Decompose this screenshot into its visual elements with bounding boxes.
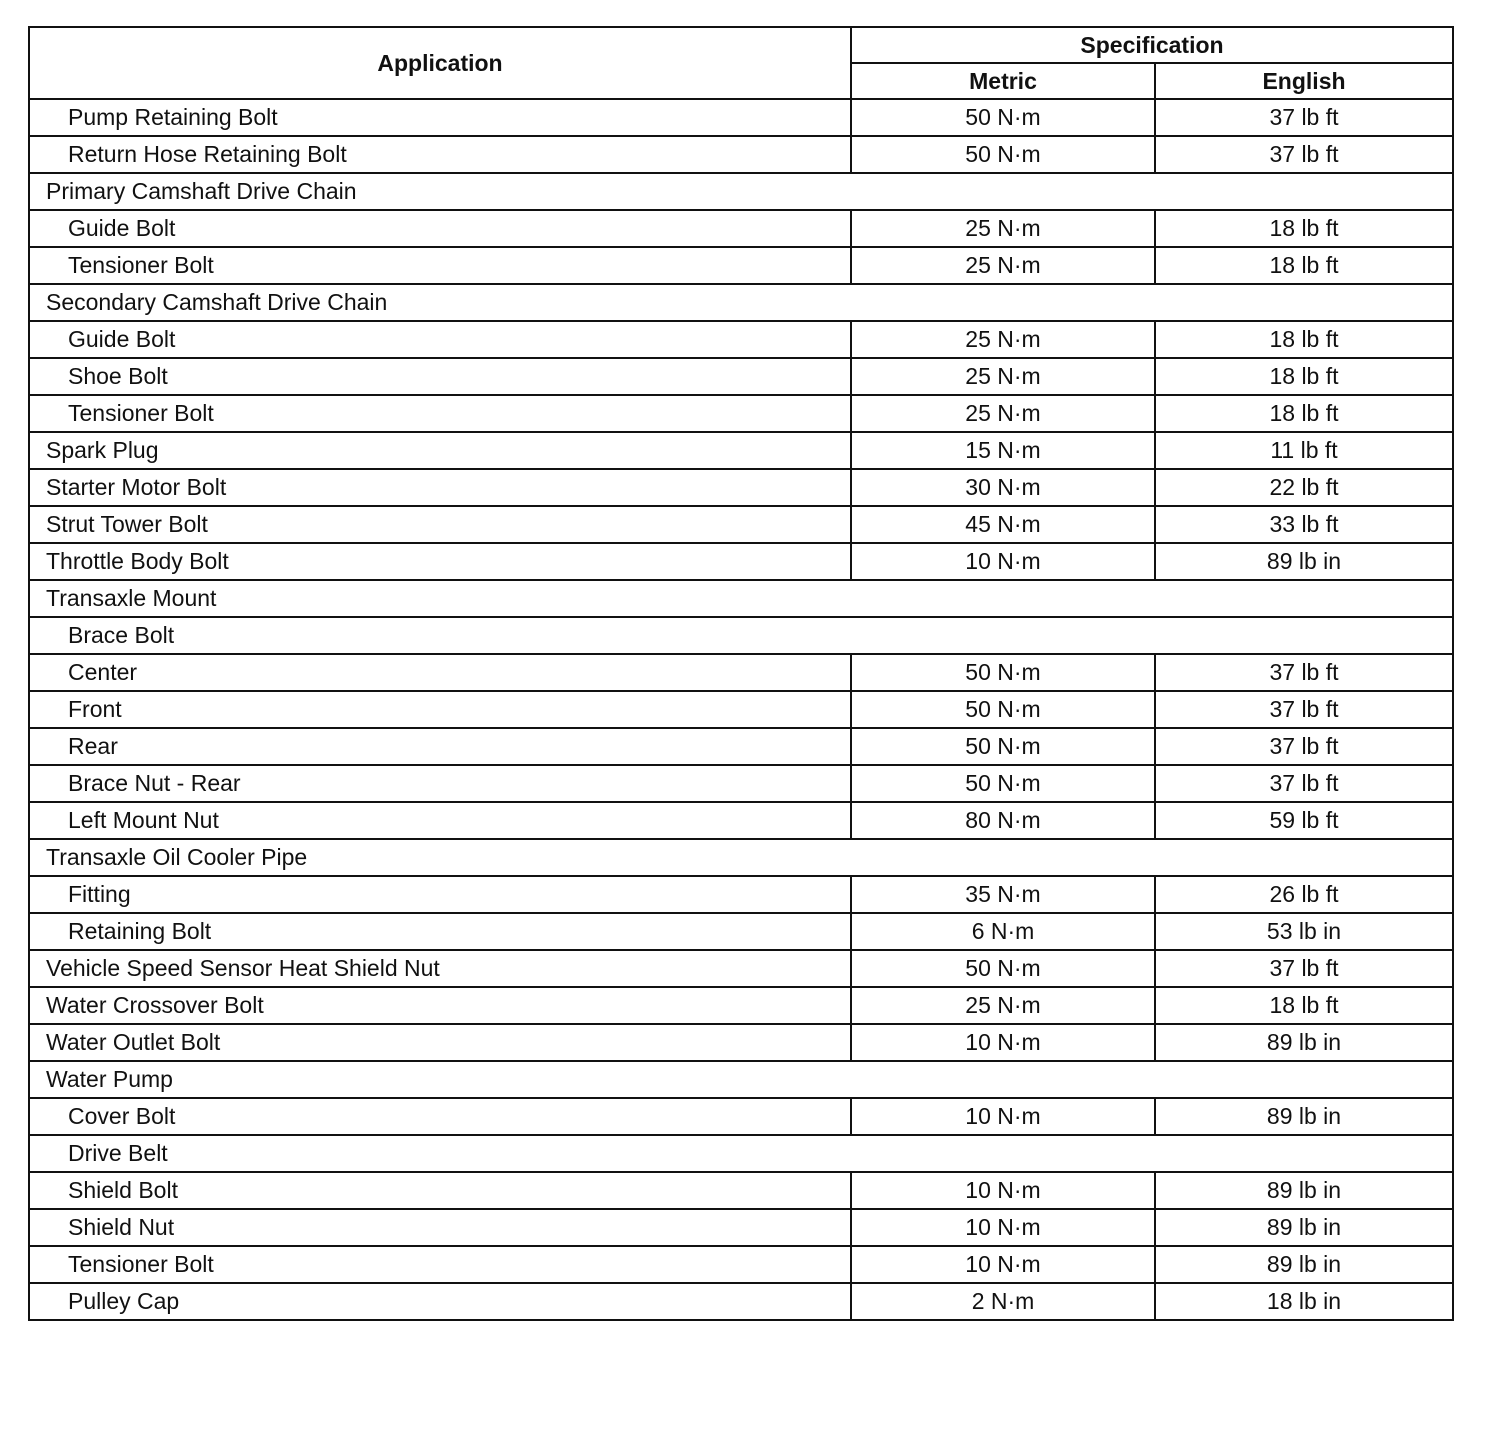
metric-cell: 6 N·m <box>851 913 1155 950</box>
table-row <box>29 1098 1453 1135</box>
english-cell: 89 lb in <box>1155 543 1453 580</box>
torque-specification-table <box>28 26 1454 1321</box>
metric-cell: 50 N·m <box>851 99 1155 136</box>
table-header <box>29 27 1453 99</box>
metric-cell: 50 N·m <box>851 136 1155 173</box>
metric-cell: 35 N·m <box>851 876 1155 913</box>
table-row <box>29 1172 1453 1209</box>
application-cell: Rear <box>29 728 851 765</box>
table-row <box>29 543 1453 580</box>
application-cell: Throttle Body Bolt <box>29 543 851 580</box>
metric-cell: 10 N·m <box>851 543 1155 580</box>
application-cell: Tensioner Bolt <box>29 247 851 284</box>
metric-cell: 80 N·m <box>851 802 1155 839</box>
metric-cell: 10 N·m <box>851 1172 1155 1209</box>
table-group-row <box>29 173 1453 210</box>
table-row <box>29 691 1453 728</box>
metric-cell: 10 N·m <box>851 1209 1155 1246</box>
metric-cell: 25 N·m <box>851 395 1155 432</box>
group-label: Drive Belt <box>29 1135 1453 1172</box>
header-application: Application <box>29 27 851 99</box>
application-cell: Guide Bolt <box>29 321 851 358</box>
table-row <box>29 136 1453 173</box>
english-cell: 22 lb ft <box>1155 469 1453 506</box>
table-row <box>29 765 1453 802</box>
table-row <box>29 358 1453 395</box>
group-label: Water Pump <box>29 1061 1453 1098</box>
metric-cell: 50 N·m <box>851 691 1155 728</box>
english-cell: 89 lb in <box>1155 1024 1453 1061</box>
table-group-row <box>29 1061 1453 1098</box>
metric-cell: 25 N·m <box>851 358 1155 395</box>
metric-cell: 10 N·m <box>851 1098 1155 1135</box>
table-body <box>29 99 1453 1320</box>
english-cell: 37 lb ft <box>1155 765 1453 802</box>
metric-cell: 25 N·m <box>851 321 1155 358</box>
metric-cell: 15 N·m <box>851 432 1155 469</box>
english-cell: 89 lb in <box>1155 1098 1453 1135</box>
application-cell: Spark Plug <box>29 432 851 469</box>
application-cell: Left Mount Nut <box>29 802 851 839</box>
metric-cell: 10 N·m <box>851 1024 1155 1061</box>
group-label: Transaxle Mount <box>29 580 1453 617</box>
application-cell: Front <box>29 691 851 728</box>
table-row <box>29 987 1453 1024</box>
english-cell: 37 lb ft <box>1155 950 1453 987</box>
application-cell: Strut Tower Bolt <box>29 506 851 543</box>
table-row <box>29 654 1453 691</box>
english-cell: 26 lb ft <box>1155 876 1453 913</box>
table-row <box>29 1209 1453 1246</box>
table-row <box>29 432 1453 469</box>
english-cell: 18 lb ft <box>1155 395 1453 432</box>
application-cell: Water Outlet Bolt <box>29 1024 851 1061</box>
header-row-top <box>29 27 1453 63</box>
english-cell: 37 lb ft <box>1155 654 1453 691</box>
application-cell: Guide Bolt <box>29 210 851 247</box>
application-cell: Tensioner Bolt <box>29 395 851 432</box>
table-row <box>29 802 1453 839</box>
application-cell: Cover Bolt <box>29 1098 851 1135</box>
table-row <box>29 950 1453 987</box>
table-row <box>29 1283 1453 1320</box>
table-row <box>29 469 1453 506</box>
table-row <box>29 876 1453 913</box>
header-metric: Metric <box>851 63 1155 99</box>
application-cell: Pump Retaining Bolt <box>29 99 851 136</box>
metric-cell: 50 N·m <box>851 654 1155 691</box>
application-cell: Pulley Cap <box>29 1283 851 1320</box>
table-row <box>29 99 1453 136</box>
metric-cell: 10 N·m <box>851 1246 1155 1283</box>
group-label: Transaxle Oil Cooler Pipe <box>29 839 1453 876</box>
application-cell: Tensioner Bolt <box>29 1246 851 1283</box>
table-group-row <box>29 617 1453 654</box>
application-cell: Brace Nut - Rear <box>29 765 851 802</box>
english-cell: 18 lb in <box>1155 1283 1453 1320</box>
application-cell: Return Hose Retaining Bolt <box>29 136 851 173</box>
application-cell: Shield Bolt <box>29 1172 851 1209</box>
english-cell: 89 lb in <box>1155 1246 1453 1283</box>
table-row <box>29 321 1453 358</box>
table-row <box>29 913 1453 950</box>
application-cell: Center <box>29 654 851 691</box>
application-cell: Vehicle Speed Sensor Heat Shield Nut <box>29 950 851 987</box>
english-cell: 18 lb ft <box>1155 358 1453 395</box>
group-label: Brace Bolt <box>29 617 1453 654</box>
header-english: English <box>1155 63 1453 99</box>
english-cell: 37 lb ft <box>1155 136 1453 173</box>
english-cell: 89 lb in <box>1155 1209 1453 1246</box>
metric-cell: 45 N·m <box>851 506 1155 543</box>
english-cell: 11 lb ft <box>1155 432 1453 469</box>
english-cell: 59 lb ft <box>1155 802 1453 839</box>
table-row <box>29 395 1453 432</box>
metric-cell: 25 N·m <box>851 987 1155 1024</box>
metric-cell: 30 N·m <box>851 469 1155 506</box>
table-group-row <box>29 284 1453 321</box>
metric-cell: 50 N·m <box>851 765 1155 802</box>
metric-cell: 25 N·m <box>851 210 1155 247</box>
metric-cell: 2 N·m <box>851 1283 1155 1320</box>
english-cell: 37 lb ft <box>1155 691 1453 728</box>
english-cell: 37 lb ft <box>1155 728 1453 765</box>
table-row <box>29 210 1453 247</box>
table-group-row <box>29 839 1453 876</box>
table-group-row <box>29 580 1453 617</box>
english-cell: 37 lb ft <box>1155 99 1453 136</box>
table-row <box>29 247 1453 284</box>
english-cell: 18 lb ft <box>1155 247 1453 284</box>
application-cell: Shoe Bolt <box>29 358 851 395</box>
group-label: Secondary Camshaft Drive Chain <box>29 284 1453 321</box>
english-cell: 18 lb ft <box>1155 210 1453 247</box>
table-group-row <box>29 1135 1453 1172</box>
english-cell: 18 lb ft <box>1155 987 1453 1024</box>
table-row <box>29 1246 1453 1283</box>
group-label: Primary Camshaft Drive Chain <box>29 173 1453 210</box>
metric-cell: 25 N·m <box>851 247 1155 284</box>
english-cell: 18 lb ft <box>1155 321 1453 358</box>
metric-cell: 50 N·m <box>851 950 1155 987</box>
application-cell: Starter Motor Bolt <box>29 469 851 506</box>
application-cell: Shield Nut <box>29 1209 851 1246</box>
metric-cell: 50 N·m <box>851 728 1155 765</box>
table-row <box>29 506 1453 543</box>
application-cell: Fitting <box>29 876 851 913</box>
table-row <box>29 728 1453 765</box>
application-cell: Retaining Bolt <box>29 913 851 950</box>
english-cell: 53 lb in <box>1155 913 1453 950</box>
english-cell: 33 lb ft <box>1155 506 1453 543</box>
table-row <box>29 1024 1453 1061</box>
header-specification: Specification <box>851 27 1453 63</box>
english-cell: 89 lb in <box>1155 1172 1453 1209</box>
application-cell: Water Crossover Bolt <box>29 987 851 1024</box>
